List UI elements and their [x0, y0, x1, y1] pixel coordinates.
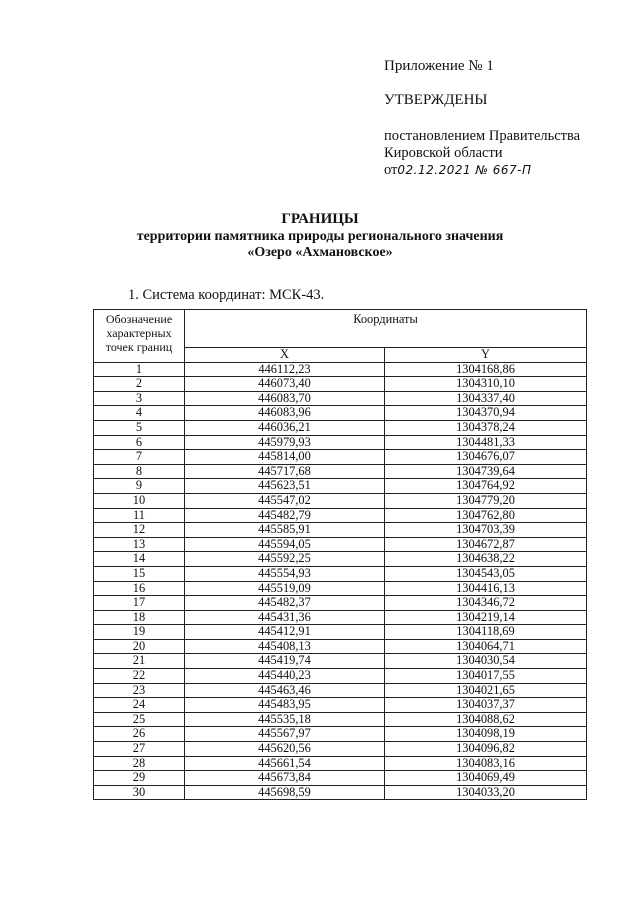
table-row	[94, 406, 587, 421]
x-coordinate-cell: 445535,18	[185, 712, 385, 727]
table-row	[94, 654, 587, 669]
x-coordinate-cell: 445463,46	[185, 683, 385, 698]
point-number-cell: 5	[94, 420, 185, 435]
x-coordinate-cell: 445814,00	[185, 450, 385, 465]
x-coordinate-cell: 446083,96	[185, 406, 385, 421]
table-row	[94, 727, 587, 742]
point-number-cell: 30	[94, 785, 185, 800]
y-coordinate-cell: 1304064,71	[385, 639, 587, 654]
y-coordinate-cell: 1304346,72	[385, 596, 587, 611]
document-title: ГРАНИЦЫ	[281, 211, 359, 227]
x-coordinate-cell: 445698,59	[185, 785, 385, 800]
date-line	[384, 162, 531, 179]
y-coordinate-cell: 1304764,92	[385, 479, 587, 494]
table-row	[94, 523, 587, 538]
y-coordinate-cell: 1304021,65	[385, 683, 587, 698]
point-number-cell: 1	[94, 362, 185, 377]
x-coordinate-cell: 445482,79	[185, 508, 385, 523]
x-coordinate-cell: 445408,13	[185, 639, 385, 654]
point-number-cell: 28	[94, 756, 185, 771]
y-coordinate-cell: 1304676,07	[385, 450, 587, 465]
document-subtitle-2: «Озеро «Ахмановское»	[247, 245, 393, 260]
y-coordinate-cell: 1304037,37	[385, 698, 587, 713]
point-number-cell: 15	[94, 566, 185, 581]
table-row	[94, 581, 587, 596]
table-row	[94, 479, 587, 494]
table-row	[94, 610, 587, 625]
x-coordinate-cell: 445592,25	[185, 552, 385, 567]
coordinates-body	[94, 362, 587, 800]
point-number-cell: 26	[94, 727, 185, 742]
region-line: Кировской области	[384, 145, 503, 161]
point-number-cell: 29	[94, 771, 185, 786]
table-row	[94, 435, 587, 450]
point-number-cell: 11	[94, 508, 185, 523]
y-coordinate-cell: 1304033,20	[385, 785, 587, 800]
point-number-cell: 14	[94, 552, 185, 567]
point-number-cell: 7	[94, 450, 185, 465]
resolution-line: постановлением Правительства	[384, 128, 581, 144]
y-coordinate-cell: 1304219,14	[385, 610, 587, 625]
table-row	[94, 450, 587, 465]
y-coordinate-cell: 1304739,64	[385, 464, 587, 479]
table-row	[94, 391, 587, 406]
point-number-cell: 10	[94, 493, 185, 508]
table-row	[94, 669, 587, 684]
approved-label: УТВЕРЖДЕНЫ	[384, 92, 488, 108]
point-number-cell: 13	[94, 537, 185, 552]
y-coordinate-cell: 1304703,39	[385, 523, 587, 538]
point-number-cell: 22	[94, 669, 185, 684]
coordinates-header: Координаты	[185, 310, 587, 348]
x-coordinate-cell: 445419,74	[185, 654, 385, 669]
table-row	[94, 771, 587, 786]
y-coordinate-cell: 1304017,55	[385, 669, 587, 684]
x-coordinate-cell: 445431,36	[185, 610, 385, 625]
x-coordinate-cell: 445482,37	[185, 596, 385, 611]
y-coordinate-cell: 1304638,22	[385, 552, 587, 567]
table-row	[94, 639, 587, 654]
appendix-label: Приложение № 1	[384, 58, 494, 74]
table-row	[94, 362, 587, 377]
table-row	[94, 683, 587, 698]
document-subtitle-1: территории памятника природы регионального значения	[136, 229, 504, 244]
x-header: X	[185, 348, 385, 363]
y-coordinate-cell: 1304168,86	[385, 362, 587, 377]
table-row	[94, 552, 587, 567]
point-number-cell: 21	[94, 654, 185, 669]
table-row	[94, 742, 587, 757]
x-coordinate-cell: 446112,23	[185, 362, 385, 377]
y-coordinate-cell: 1304310,10	[385, 377, 587, 392]
y-coordinate-cell: 1304337,40	[385, 391, 587, 406]
x-coordinate-cell: 446073,40	[185, 377, 385, 392]
point-designation-header: Обозначение характерных точек границ	[94, 310, 185, 363]
table-row	[94, 420, 587, 435]
x-coordinate-cell: 445661,54	[185, 756, 385, 771]
point-number-cell: 12	[94, 523, 185, 538]
x-coordinate-cell: 445554,93	[185, 566, 385, 581]
x-coordinate-cell: 445979,93	[185, 435, 385, 450]
table-row	[94, 537, 587, 552]
x-coordinate-cell: 445412,91	[185, 625, 385, 640]
table-row	[94, 712, 587, 727]
y-coordinate-cell: 1304481,33	[385, 435, 587, 450]
table-row	[94, 698, 587, 713]
y-coordinate-cell: 1304083,16	[385, 756, 587, 771]
y-header: Y	[385, 348, 587, 363]
point-number-cell: 27	[94, 742, 185, 757]
point-number-cell: 2	[94, 377, 185, 392]
y-coordinate-cell: 1304543,05	[385, 566, 587, 581]
point-number-cell: 6	[94, 435, 185, 450]
x-coordinate-cell: 445440,23	[185, 669, 385, 684]
y-coordinate-cell: 1304096,82	[385, 742, 587, 757]
x-coordinate-cell: 445594,05	[185, 537, 385, 552]
table-row	[94, 625, 587, 640]
x-coordinate-cell: 445519,09	[185, 581, 385, 596]
table-row	[94, 377, 587, 392]
y-coordinate-cell: 1304118,69	[385, 625, 587, 640]
y-coordinate-cell: 1304672,87	[385, 537, 587, 552]
x-coordinate-cell: 446036,21	[185, 420, 385, 435]
table-row	[94, 464, 587, 479]
table-row	[94, 508, 587, 523]
point-number-cell: 4	[94, 406, 185, 421]
table-row	[94, 493, 587, 508]
table-row	[94, 596, 587, 611]
handwritten-date: 02.12.2021 № 667-П	[397, 163, 532, 177]
table-row	[94, 566, 587, 581]
x-coordinate-cell: 445585,91	[185, 523, 385, 538]
y-coordinate-cell: 1304098,19	[385, 727, 587, 742]
y-coordinate-cell: 1304416,13	[385, 581, 587, 596]
y-coordinate-cell: 1304030,54	[385, 654, 587, 669]
x-coordinate-cell: 445483,95	[185, 698, 385, 713]
point-number-cell: 17	[94, 596, 185, 611]
x-coordinate-cell: 445620,56	[185, 742, 385, 757]
point-number-cell: 25	[94, 712, 185, 727]
x-coordinate-cell: 445623,51	[185, 479, 385, 494]
point-number-cell: 19	[94, 625, 185, 640]
x-coordinate-cell: 445673,84	[185, 771, 385, 786]
date-prefix: от	[384, 162, 398, 178]
section-heading: 1. Система координат: МСК-43.	[128, 287, 325, 303]
table-row	[94, 785, 587, 800]
point-number-cell: 3	[94, 391, 185, 406]
y-coordinate-cell: 1304370,94	[385, 406, 587, 421]
point-number-cell: 8	[94, 464, 185, 479]
point-number-cell: 23	[94, 683, 185, 698]
y-coordinate-cell: 1304069,49	[385, 771, 587, 786]
x-coordinate-cell: 445547,02	[185, 493, 385, 508]
x-coordinate-cell: 446083,70	[185, 391, 385, 406]
point-number-cell: 18	[94, 610, 185, 625]
point-number-cell: 24	[94, 698, 185, 713]
y-coordinate-cell: 1304378,24	[385, 420, 587, 435]
x-coordinate-cell: 445567,97	[185, 727, 385, 742]
point-number-cell: 20	[94, 639, 185, 654]
point-number-cell: 16	[94, 581, 185, 596]
table-row	[94, 756, 587, 771]
coordinates-table	[93, 309, 587, 800]
y-coordinate-cell: 1304762,80	[385, 508, 587, 523]
x-coordinate-cell: 445717,68	[185, 464, 385, 479]
point-number-cell: 9	[94, 479, 185, 494]
y-coordinate-cell: 1304779,20	[385, 493, 587, 508]
y-coordinate-cell: 1304088,62	[385, 712, 587, 727]
